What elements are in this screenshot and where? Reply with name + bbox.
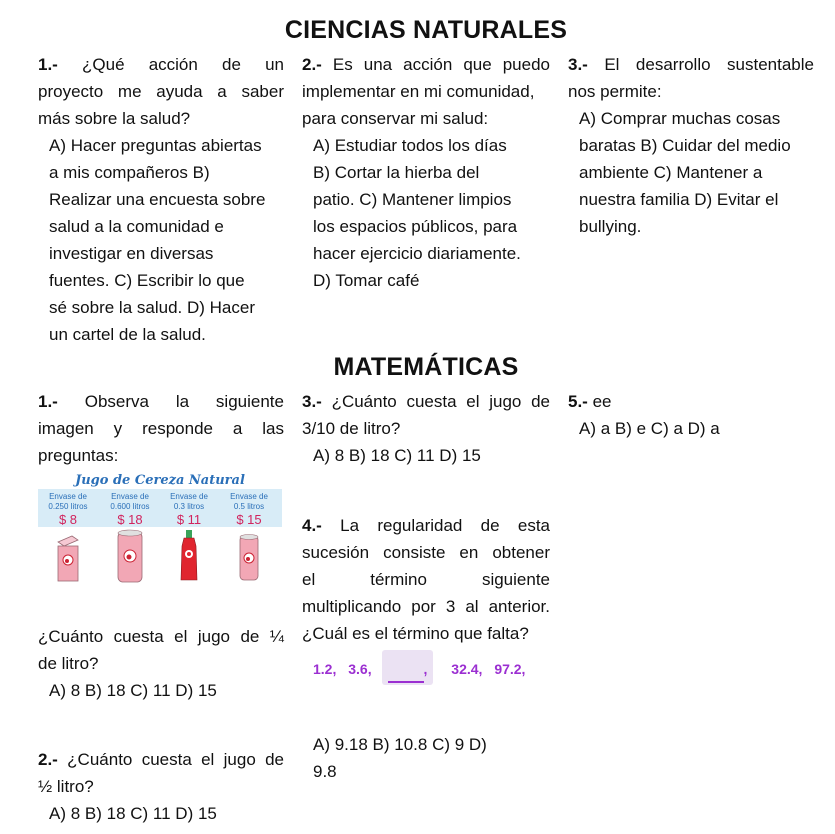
sequence-term: 3.6, (348, 661, 372, 677)
math-question-4-options (302, 731, 550, 785)
option-line: A) 8 B) 18 C) 11 D) 15 (49, 804, 217, 823)
juice-price-image (38, 470, 282, 588)
question-text-line: proyecto me ayuda a saber (38, 82, 284, 101)
option-line: salud a la comunidad e (49, 217, 224, 236)
question-text-line: multiplicando por 3 al anterior. (302, 597, 550, 616)
question-text-line: nos permite: (568, 82, 662, 101)
option-line: A) Hacer preguntas abiertas (49, 136, 262, 155)
container-volume: 0.5 litros (233, 502, 265, 511)
question-text-line: implementar en mi comunidad, (302, 82, 535, 101)
math-question-1 (38, 388, 284, 469)
option-line: A) a B) e C) a D) a (579, 419, 720, 438)
container-price: $ 18 (117, 512, 143, 527)
juice-small-can-icon (240, 535, 258, 581)
option-line: B) Cortar la hierba del (313, 163, 480, 182)
option-line: A) 9.18 B) 10.8 C) 9 D) (313, 735, 487, 754)
question-text-line: para conservar mi salud: (302, 109, 489, 128)
question-text-line: sucesión consiste en obtener (302, 543, 550, 562)
question-text: Observa la siguiente (84, 392, 284, 411)
juice-can-icon (118, 530, 142, 582)
option-line: los espacios públicos, para (313, 217, 518, 236)
math-question-2 (38, 746, 284, 827)
option-line: sé sobre la salud. D) Hacer (49, 298, 255, 317)
question-number: 5.- (568, 392, 588, 411)
question-text-line: el término siguiente (302, 570, 550, 589)
math-question-4 (302, 512, 550, 647)
container-price: $ 8 (58, 512, 78, 527)
question-text-line: imagen y responde a las (38, 419, 284, 438)
sequence-blank (382, 650, 434, 685)
juice-carton-icon (58, 536, 78, 581)
container-label: Envase de (49, 492, 87, 501)
option-line: ambiente C) Mantener a (579, 163, 763, 182)
sequence-term: 1.2, (313, 661, 337, 677)
question-text: La regularidad de esta (340, 516, 550, 535)
option-line: A) 8 B) 18 C) 11 D) 15 (49, 681, 217, 700)
math-question-1-sub (38, 623, 284, 704)
sequence-term: 97.2, (494, 661, 526, 677)
question-text: ¿Qué acción de un (82, 55, 284, 74)
question-text-line (38, 388, 284, 415)
container-label: Envase de (230, 492, 268, 501)
question-number: 3.- (568, 55, 588, 74)
math-question-5 (568, 388, 814, 442)
container-volume: 0.250 litros (48, 502, 88, 511)
juice-image-title: Jugo de Cereza Natural (75, 473, 245, 488)
juice-bottle-icon (181, 530, 197, 580)
option-line: A) 8 B) 18 C) 11 D) 15 (313, 446, 481, 465)
question-text-line: ¿Cuál es el término que falta? (302, 624, 529, 643)
question-text-line (568, 388, 814, 415)
question-text-line: más sobre la salud? (38, 109, 191, 128)
option-line: baratas B) Cuidar del medio (579, 136, 791, 155)
option-line: Realizar una encuesta sobre (49, 190, 266, 209)
option-line: fuentes. C) Escribir lo que (49, 271, 245, 290)
question-text: ee (592, 392, 612, 411)
sequence-blank-comma: , (423, 661, 428, 677)
question-text: ¿Cuánto cuesta el jugo de (67, 750, 284, 769)
option-line: un cartel de la salud. (49, 325, 206, 344)
ciencias-question-2 (302, 51, 550, 294)
question-text-line: de litro? (38, 654, 99, 673)
section-title-ciencias: CIENCIAS NATURALES (284, 16, 568, 44)
math-question-3 (302, 388, 550, 469)
question-text-line: 3/10 de litro? (302, 419, 401, 438)
option-line: 9.8 (313, 762, 337, 781)
section-title-matematicas: MATEMÁTICAS (333, 353, 519, 381)
option-line: patio. C) Mantener limpios (313, 190, 512, 209)
sequence-term: 32.4, (451, 661, 483, 677)
question-text-line: preguntas: (38, 446, 119, 465)
question-text-line: ¿Cuánto cuesta el jugo de ¼ (38, 627, 284, 646)
container-price: $ 15 (236, 512, 262, 527)
question-text-line (38, 51, 284, 78)
container-volume: 0.600 litros (110, 502, 150, 511)
question-number: 1.- (38, 55, 58, 74)
question-number: 2.- (302, 55, 322, 74)
container-label: Envase de (170, 492, 208, 501)
question-text-line (302, 51, 550, 78)
question-text: Es una acción que puedo (332, 55, 551, 74)
option-line: D) Tomar café (313, 271, 420, 290)
sequence-image (313, 650, 525, 685)
option-line: investigar en diversas (49, 244, 214, 263)
question-text-line (302, 388, 550, 415)
container-volume: 0.3 litros (173, 502, 205, 511)
option-line: nuestra familia D) Evitar el (579, 190, 779, 209)
question-text-line: ½ litro? (38, 777, 94, 796)
option-line: A) Comprar muchas cosas (579, 109, 781, 128)
option-line: a mis compañeros B) (49, 163, 210, 182)
question-text: ¿Cuánto cuesta el jugo de (331, 392, 550, 411)
question-number: 3.- (302, 392, 322, 411)
container-price: $ 11 (176, 512, 202, 527)
question-text-line (302, 512, 550, 539)
question-text-line (568, 51, 814, 78)
ciencias-question-3 (568, 51, 814, 240)
option-line: bullying. (579, 217, 642, 236)
option-line: A) Estudiar todos los días (313, 136, 507, 155)
question-text: El desarrollo sustentable (604, 55, 814, 74)
ciencias-question-1 (38, 51, 284, 348)
question-text-line (38, 746, 284, 773)
question-number: 1.- (38, 392, 58, 411)
question-number: 2.- (38, 750, 58, 769)
container-label: Envase de (111, 492, 149, 501)
option-line: hacer ejercicio diariamente. (313, 244, 521, 263)
question-number: 4.- (302, 516, 322, 535)
